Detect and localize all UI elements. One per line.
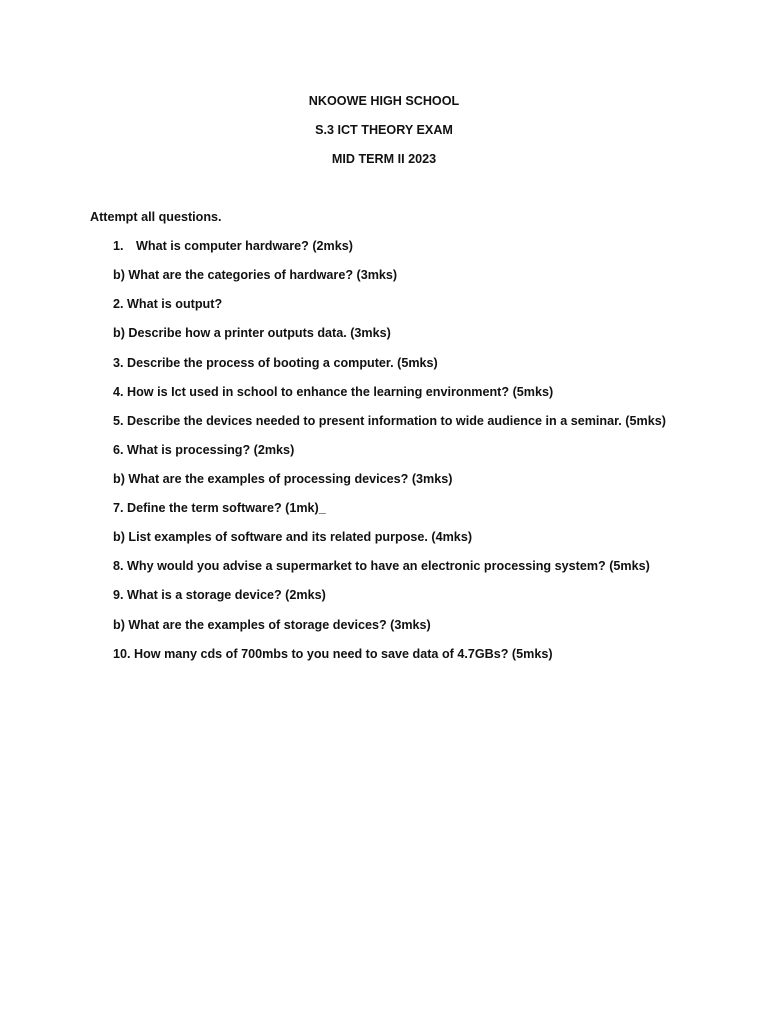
question-4: 4. How is Ict used in school to enhance the learning environment? (5mks) <box>113 385 554 399</box>
exam-term: MID TERM II 2023 <box>331 152 437 166</box>
school-name: NKOOWE HIGH SCHOOL <box>308 94 460 108</box>
question-7b: b) List examples of software and its related purpose. (4mks) <box>113 530 473 544</box>
question-6: 6. What is processing? (2mks) <box>113 443 295 457</box>
question-9: 9. What is a storage device? (2mks) <box>113 588 326 602</box>
question-number: 1. <box>113 239 124 253</box>
exam-title: S.3 ICT THEORY EXAM <box>315 123 453 137</box>
question-1b: b) What are the categories of hardware? (3mks) <box>113 268 398 282</box>
question-8: 8. Why would you advise a supermarket to have an electronic processing system? (5mks) <box>113 559 650 573</box>
question-3: 3. Describe the process of booting a computer. (5mks) <box>113 356 438 370</box>
question-5: 5. Describe the devices needed to present information to wide audience in a seminar. (5mks) <box>113 414 666 428</box>
question-2b: b) Describe how a printer outputs data. (3mks) <box>113 326 391 340</box>
question-text: What is computer hardware? (2mks) <box>136 239 353 253</box>
question-1 <box>113 238 353 254</box>
instructions: Attempt all questions. <box>90 210 222 224</box>
question-9b: b) What are the examples of storage devices? (3mks) <box>113 618 431 632</box>
question-6b: b) What are the examples of processing devices? (3mks) <box>113 472 453 486</box>
question-7: 7. Define the term software? (1mk)_ <box>113 501 326 515</box>
question-10: 10. How many cds of 700mbs to you need to save data of 4.7GBs? (5mks) <box>113 647 553 661</box>
question-2: 2. What is output? <box>113 297 223 311</box>
